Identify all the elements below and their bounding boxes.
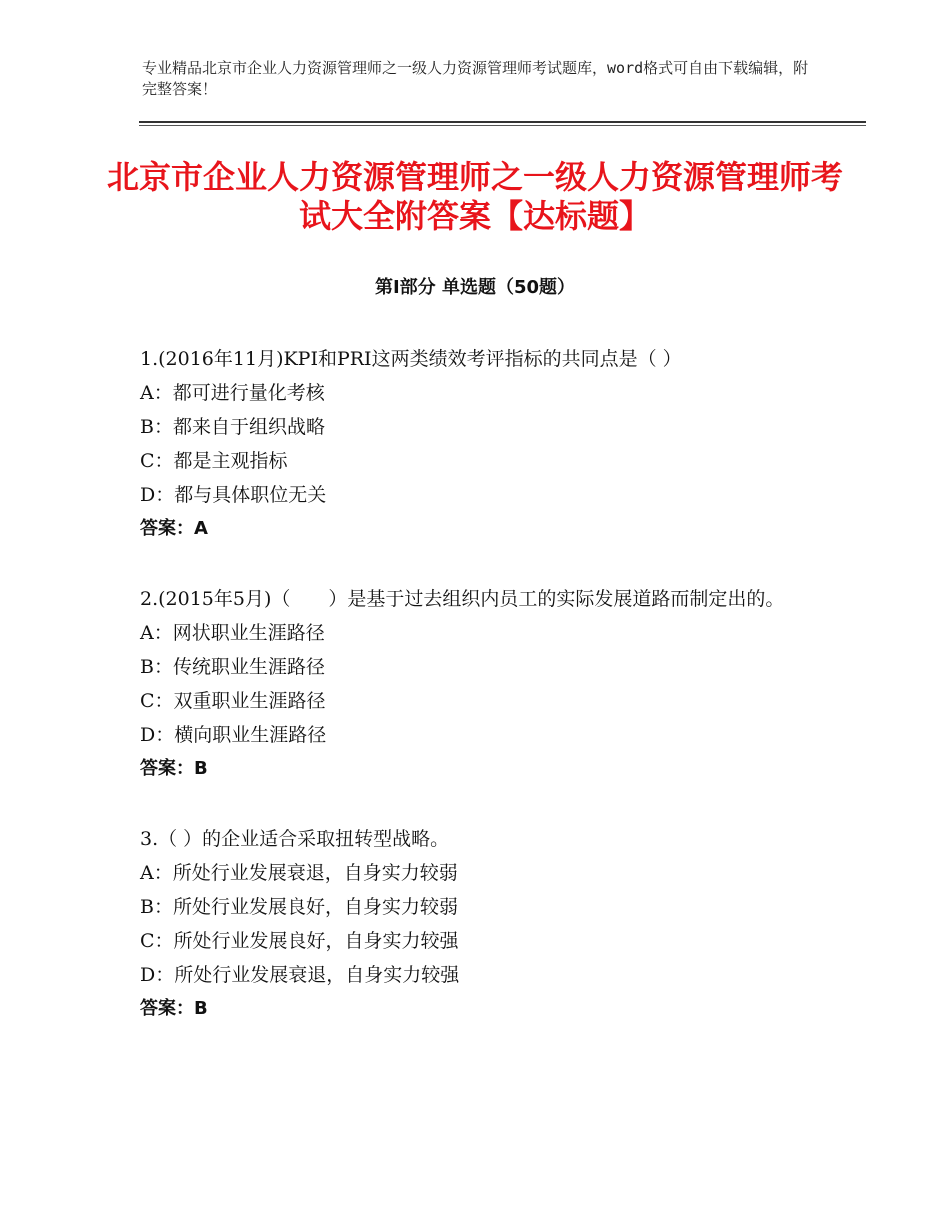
- question-option-a: A：所处行业发展衰退，自身实力较弱: [140, 862, 458, 884]
- question-answer: 答案：B: [140, 998, 208, 1019]
- question-option-b: B：传统职业生涯路径: [140, 656, 325, 678]
- question-option-d: D：横向职业生涯路径: [140, 724, 327, 746]
- question-option-b: B：都来自于组织战略: [140, 416, 325, 438]
- question-option-c: C：所处行业发展良好，自身实力较强: [140, 930, 459, 952]
- question-answer: 答案：A: [140, 518, 208, 539]
- question-option-d: D：都与具体职位无关: [140, 484, 327, 506]
- header-divider-thick: [139, 121, 866, 123]
- question-option-a: A：网状职业生涯路径: [140, 622, 325, 644]
- question-item: [140, 822, 820, 1026]
- question-option-b: B：所处行业发展良好，自身实力较弱: [140, 896, 458, 918]
- question-list: [140, 342, 820, 1062]
- question-option-c: C：都是主观指标: [140, 450, 288, 472]
- question-answer: 答案：B: [140, 758, 208, 779]
- question-option-c: C：双重职业生涯路径: [140, 690, 326, 712]
- header-divider-thin: [139, 125, 866, 126]
- question-item: [140, 582, 820, 786]
- header-note: 专业精品北京市企业人力资源管理师之一级人力资源管理师考试题库，word格式可自由下载编辑，附完整答案！: [142, 59, 809, 98]
- section-title: 第Ⅰ部分 单选题（50题）: [374, 277, 575, 298]
- question-option-d: D：所处行业发展衰退，自身实力较强: [140, 964, 460, 986]
- question-stem: 3.（ ）的企业适合采取扭转型战略。: [140, 828, 450, 850]
- document-title: 北京市企业人力资源管理师之一级人力资源管理师考试大全附答案【达标题】: [106, 158, 843, 235]
- question-item: [140, 342, 820, 546]
- question-stem: 2.(2015年5月)（ ）是基于过去组织内员工的实际发展道路而制定出的。: [140, 588, 785, 610]
- question-option-a: A：都可进行量化考核: [140, 382, 325, 404]
- question-stem: 1.(2016年11月)KPI和PRI这两类绩效考评指标的共同点是（ ）: [140, 348, 682, 370]
